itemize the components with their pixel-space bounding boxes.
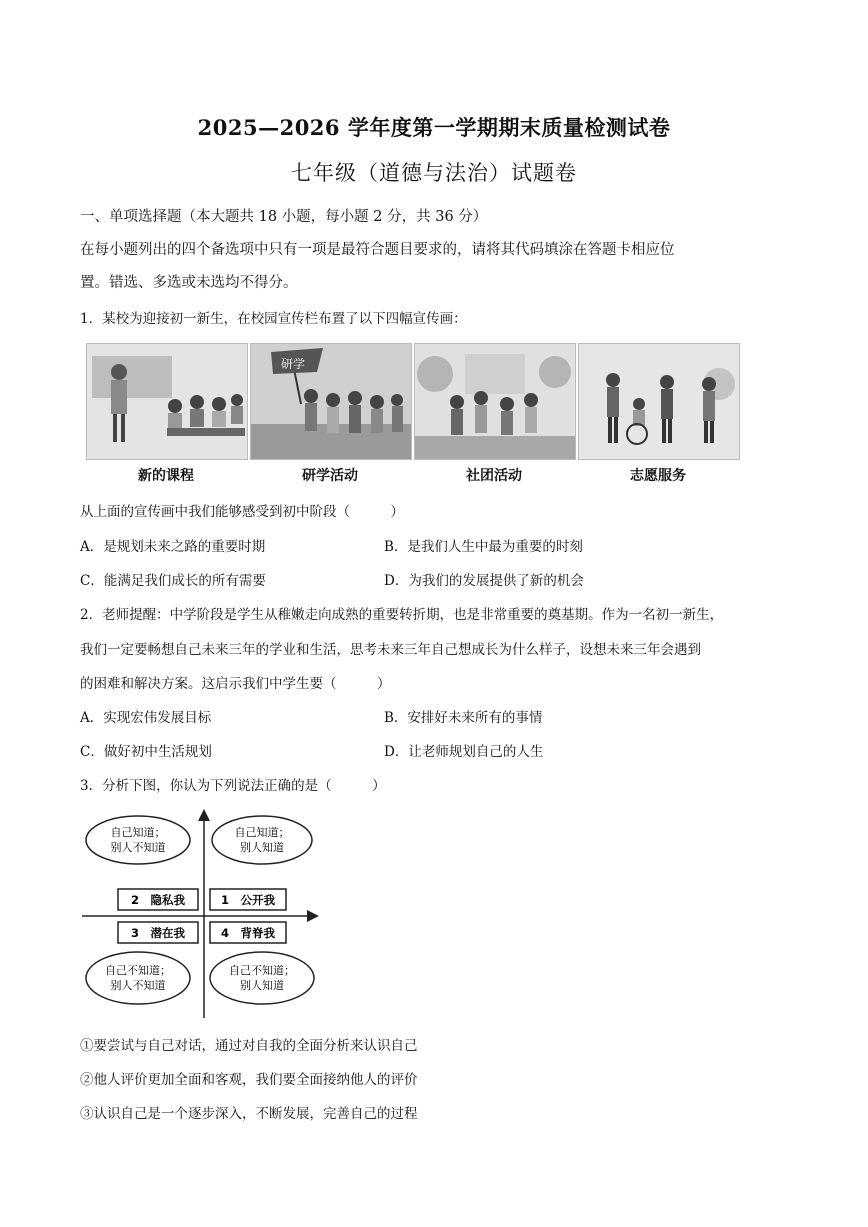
ellipse-text: 别人不知道 [110, 841, 166, 854]
q2-stem-line: 的困难和解决方案。这启示我们中学生要（ ） [80, 676, 391, 692]
picture-caption: 志愿服务 [630, 468, 686, 484]
q2-option-c: C．做好初中生活规划 [80, 744, 212, 760]
q2-stem-line: 2．老师提醒：中学阶段是学生从稚嫩走向成熟的重要转折期，也是非常重要的奠基期。作为一名初一新生， [80, 607, 724, 623]
ellipse-text: 自己不知道； [229, 964, 295, 977]
club-activity-illustration [415, 344, 575, 459]
q3-statement: ③认识自己是一个逐步深入，不断发展，完善自己的过程 [80, 1106, 418, 1122]
flag-label: 研学 [281, 357, 306, 371]
box-text: 2 隐私我 [130, 893, 186, 907]
ellipse-text: 自己知道； [110, 826, 166, 839]
instruction-line: 置。错选、多选或未选均不得分。 [80, 275, 298, 291]
picture-panel-volunteer [578, 343, 740, 460]
q2-stem-line: 我们一定要畅想自己未来三年的学业和生活，思考未来三年自己想成长为什么样子，设想未来三年会遇到 [80, 642, 701, 658]
q1-option-b: B．是我们人生中最为重要的时刻 [384, 539, 583, 555]
page-title: 2025—2026 学年度第一学期期末质量检测试卷 [197, 115, 671, 140]
q3-statement: ②他人评价更加全面和客观，我们要全面接纳他人的评价 [80, 1072, 418, 1088]
picture-panel-study-trip [250, 343, 412, 460]
classroom-teacher-illustration [87, 344, 247, 459]
instruction-line: 在每小题列出的四个备选项中只有一项是最符合题目要求的，请将其代码填涂在答题卡相应位 [80, 242, 675, 258]
q1-question: 从上面的宣传画中我们能够感受到初中阶段（ ） [80, 504, 404, 520]
q2-option-b: B．安排好未来所有的事情 [384, 710, 543, 726]
ellipse-bottom-left [86, 952, 190, 1004]
self-awareness-diagram [80, 808, 320, 1020]
ellipse-text: 别人知道 [240, 841, 284, 854]
q1-stem: 1．某校为迎接初一新生，在校园宣传栏布置了以下四幅宣传画： [80, 311, 467, 327]
ellipse-text: 别人不知道 [110, 979, 166, 992]
page-subtitle: 七年级（道德与法治）试题卷 [291, 161, 577, 185]
ellipse-top-right [212, 816, 312, 864]
box-text: 4 背脊我 [220, 926, 276, 940]
picture-panel-club [414, 343, 576, 460]
ellipse-top-left [86, 816, 190, 864]
q2-option-d: D．让老师规划自己的人生 [384, 744, 544, 760]
box-text: 1 公开我 [220, 893, 276, 907]
ellipse-text: 别人知道 [240, 979, 284, 992]
q1-option-c: C．能满足我们成长的所有需要 [80, 573, 266, 589]
ellipse-text: 自己知道； [234, 826, 290, 839]
q2-option-a: A．实现宏伟发展目标 [80, 710, 212, 726]
q3-stem: 3．分析下图，你认为下列说法正确的是（ ） [80, 778, 386, 794]
q1-option-a: A．是规划未来之路的重要时期 [80, 539, 266, 555]
q3-statement: ①要尝试与自己对话，通过对自我的全面分析来认识自己 [80, 1038, 418, 1054]
study-trip-flag-illustration [251, 344, 411, 459]
ellipse-text: 自己不知道； [105, 964, 171, 977]
picture-panel-courses [86, 343, 248, 460]
q1-option-d: D．为我们的发展提供了新的机会 [384, 573, 584, 589]
picture-caption: 研学活动 [302, 468, 358, 484]
section-heading: 一、单项选择题（本大题共 18 小题，每小题 2 分，共 36 分） [80, 209, 488, 225]
ellipse-bottom-right [210, 952, 314, 1004]
picture-caption: 社团活动 [466, 468, 522, 484]
volunteer-service-illustration [579, 344, 739, 459]
box-text: 3 潜在我 [130, 926, 186, 940]
picture-caption: 新的课程 [138, 468, 194, 484]
